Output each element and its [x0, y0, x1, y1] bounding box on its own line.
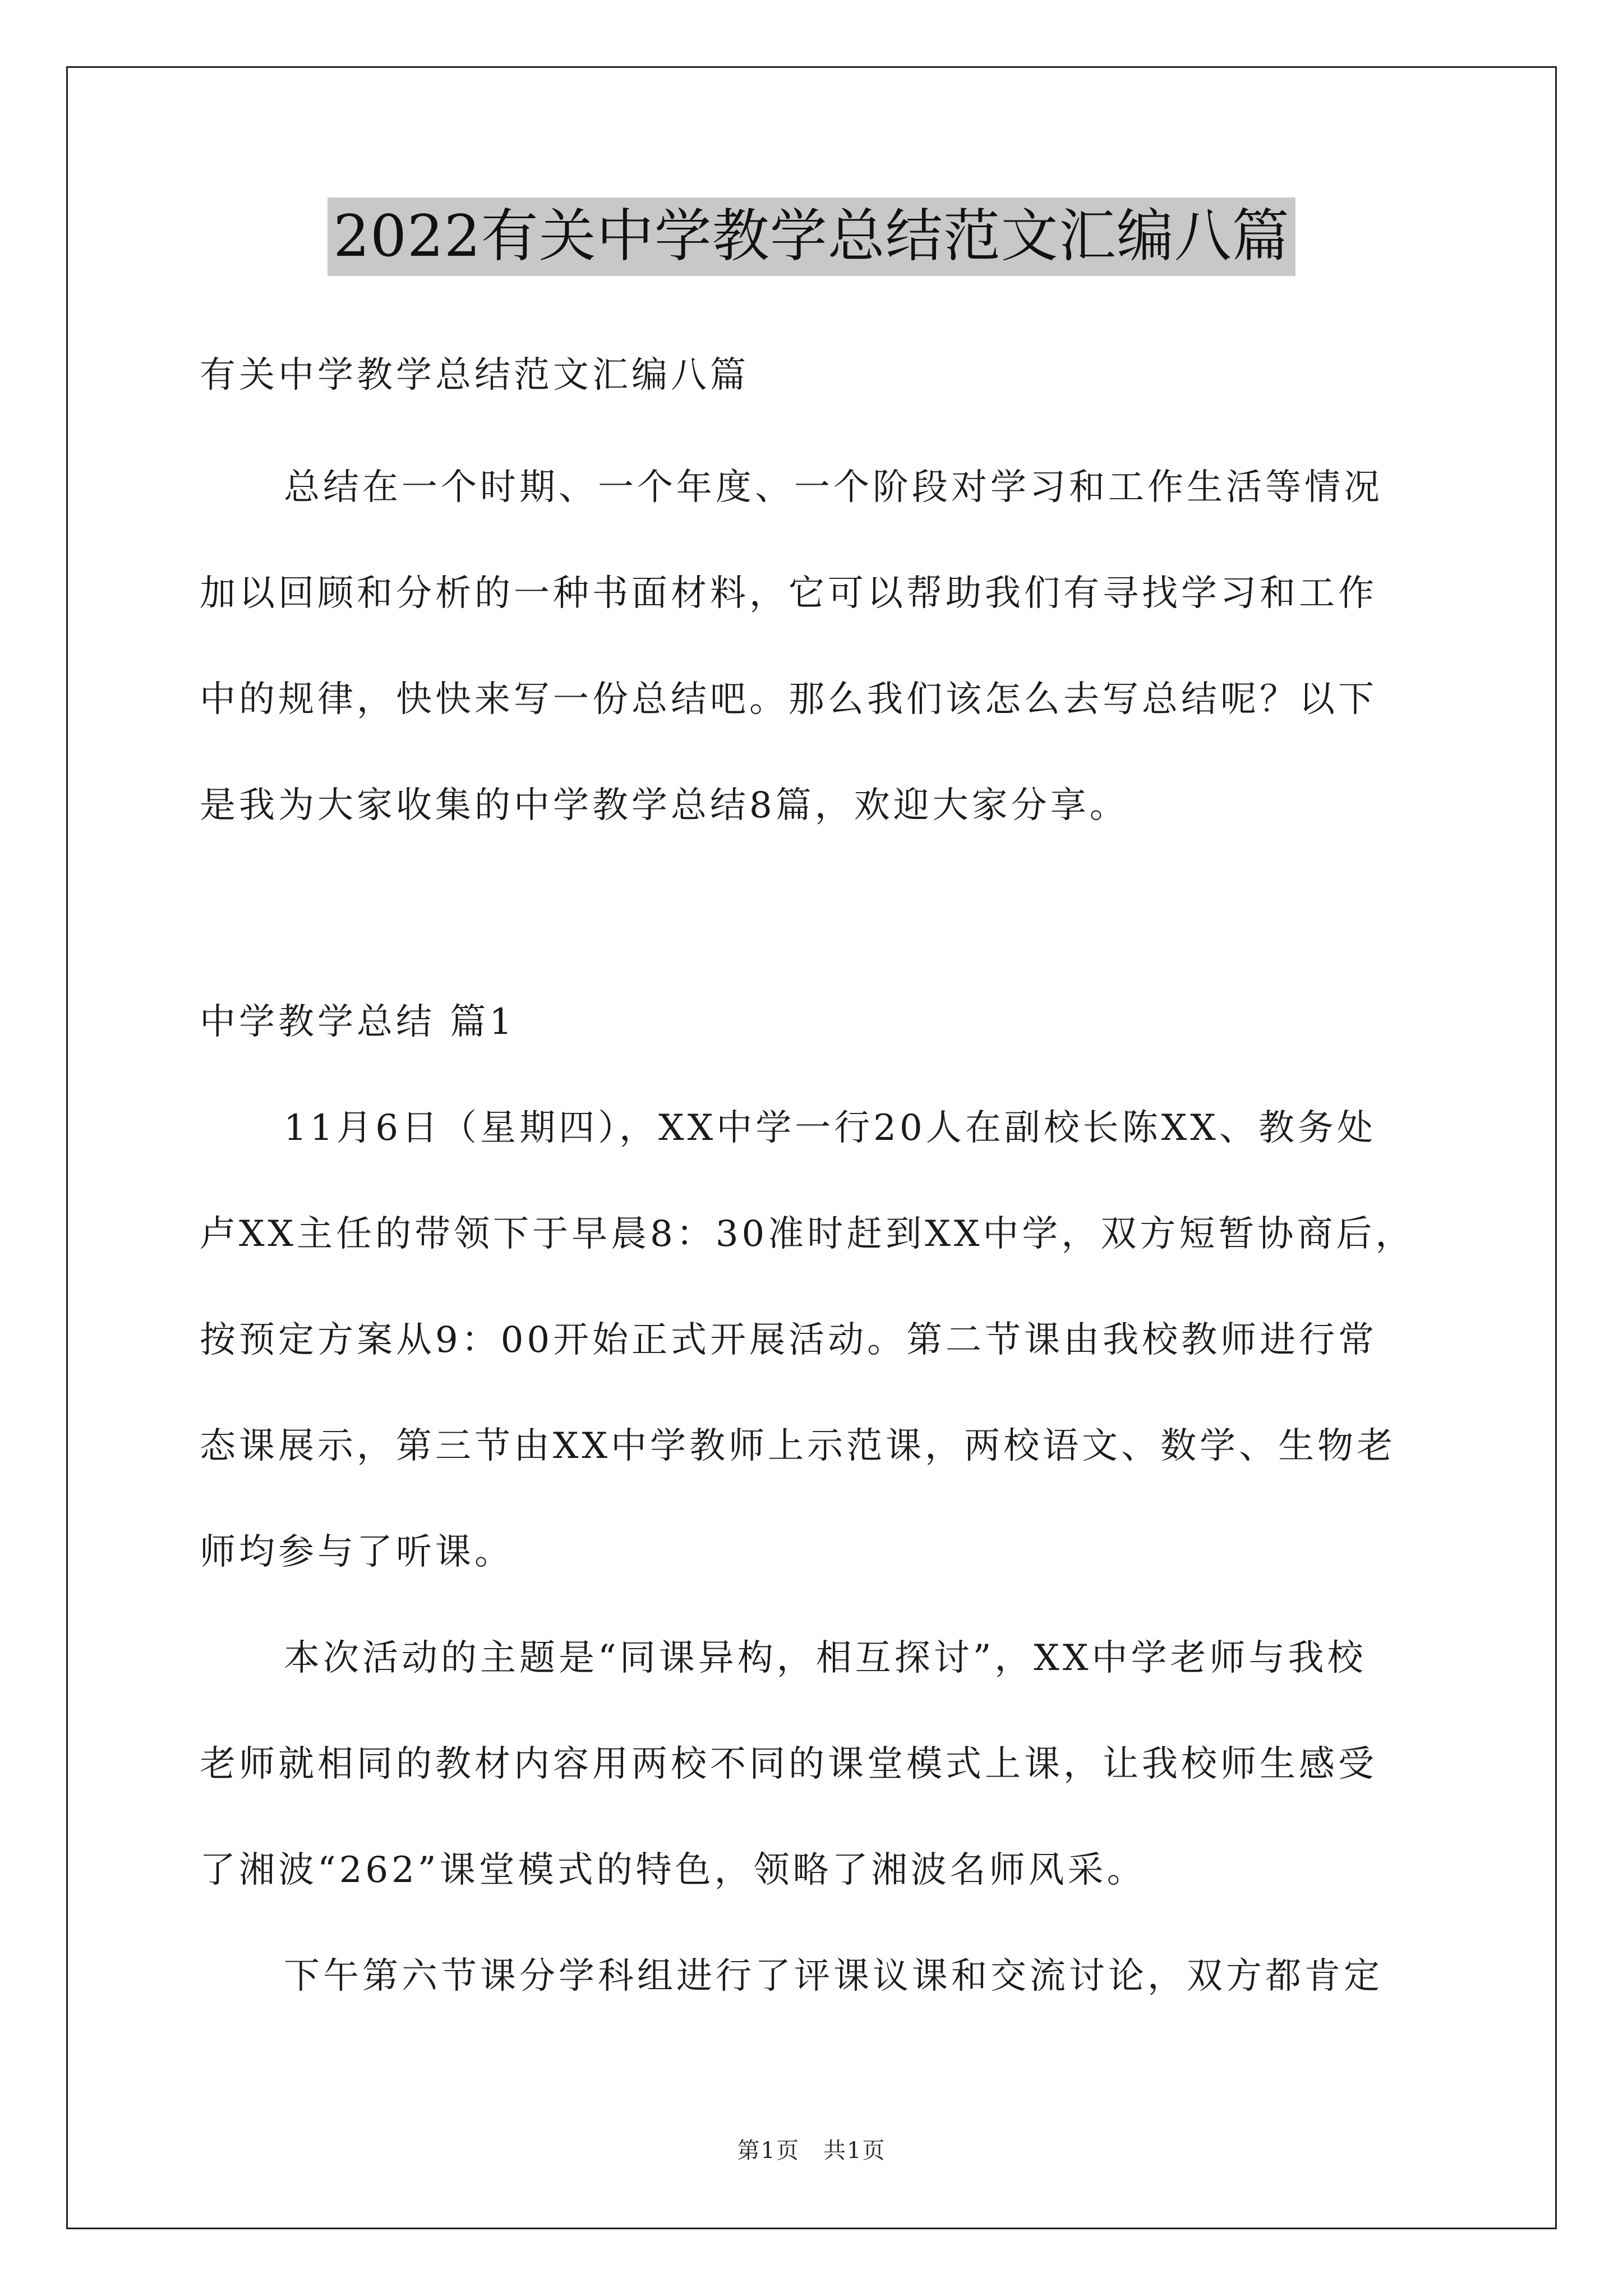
- paragraph-line: 了湘波“262”课堂模式的特色，领略了湘波名师风采。: [200, 1849, 1146, 1891]
- paragraph-line: 11月6日（星期四），XX中学一行20人在副校长陈XX、教务处: [284, 1107, 1376, 1149]
- intro-line: 总结在一个时期、一个年度、一个阶段对学习和工作生活等情况: [284, 467, 1383, 508]
- page-footer: [0, 2133, 1623, 2165]
- paragraph-line: 老师就相同的教材内容用两校不同的课堂模式上课，让我校师生感受: [200, 1743, 1377, 1785]
- intro-line: 加以回顾和分析的一种书面材料，它可以帮助我们有寻找学习和工作: [200, 573, 1377, 614]
- paragraph-line: 态课展示，第三节由XX中学教师上示范课，两校语文、数学、生物老: [200, 1425, 1396, 1467]
- paragraph-line: 本次活动的主题是“同课异构，相互探讨”，XX中学老师与我校: [284, 1637, 1367, 1679]
- paragraph-line: 按预定方案从9：00开始正式开展活动。第二节课由我校教师进行常: [200, 1319, 1378, 1361]
- paragraph-line: 师均参与了听课。: [200, 1531, 514, 1573]
- intro-line: 是我为大家收集的中学教学总结8篇，欢迎大家分享。: [200, 785, 1129, 826]
- paragraph-line: 下午第六节课分学科组进行了评课议课和交流讨论，双方都肯定: [284, 1955, 1383, 1997]
- paragraph-line: 卢XX主任的带领下于早晨8：30准时赶到XX中学，双方短暂协商后，: [200, 1213, 1415, 1255]
- document-title-block: [0, 197, 1623, 276]
- section-heading: 中学教学总结 篇1: [200, 1001, 516, 1043]
- document-title: 2022有关中学教学总结范文汇编八篇: [328, 197, 1295, 276]
- intro-line: 中的规律，快快来写一份总结吧。那么我们该怎么去写总结呢？以下: [200, 679, 1377, 720]
- page-number: 第1页 共1页: [737, 2138, 886, 2164]
- document-subtitle: 有关中学教学总结范文汇编八篇: [200, 355, 749, 396]
